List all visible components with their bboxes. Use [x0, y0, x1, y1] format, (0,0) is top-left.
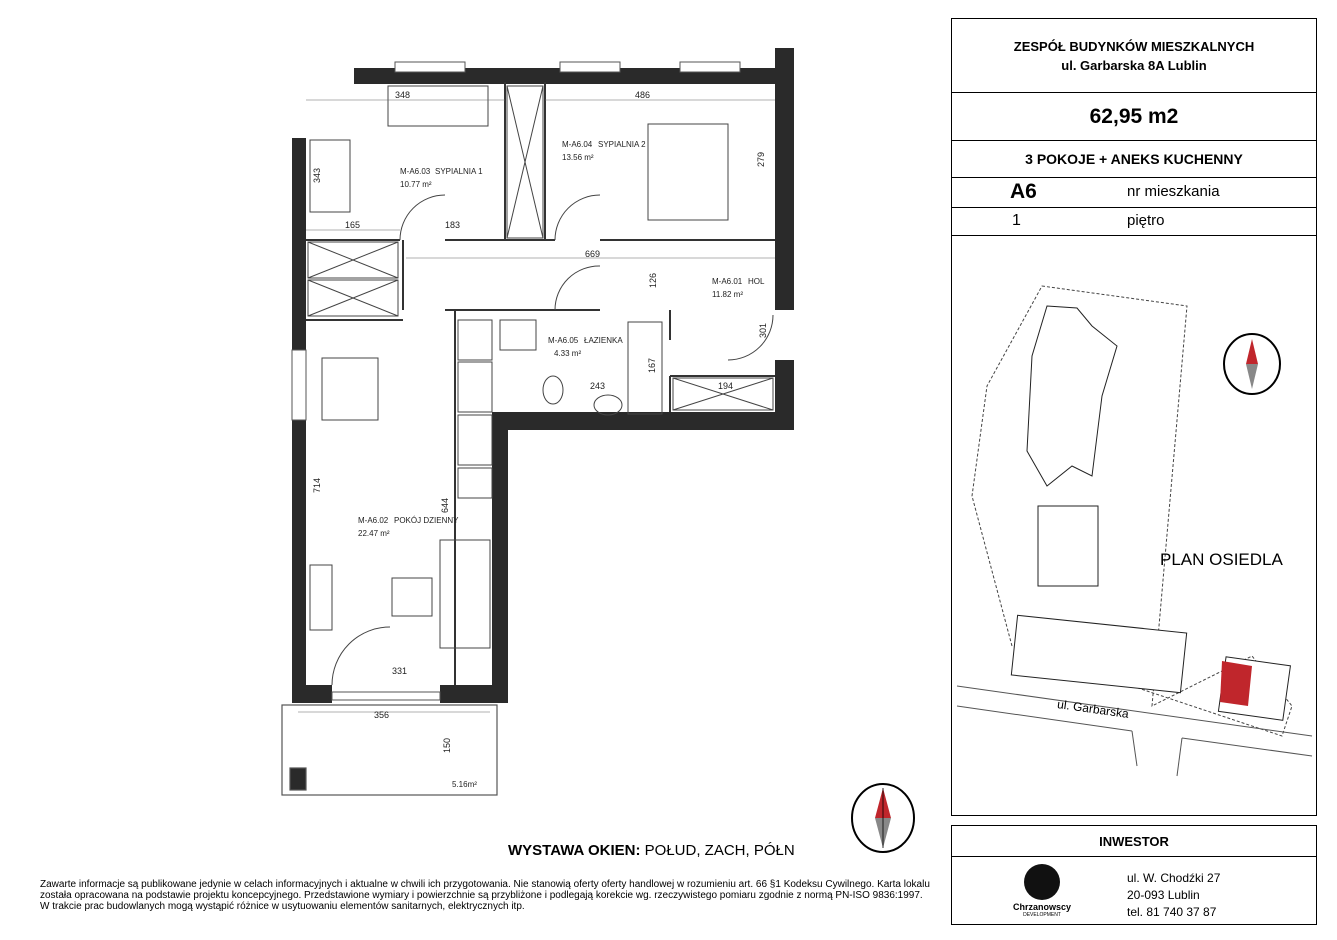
info-panel [951, 18, 1317, 236]
dim-356: 356 [374, 710, 390, 720]
room-name-r2: SYPIALNIA 2 [598, 140, 646, 149]
dim-279: 279 [756, 151, 766, 167]
site-compass-icon [1224, 334, 1280, 394]
room-area-r5: 22.47 m² [358, 529, 390, 538]
room-code-r3: M-A6.01 [712, 277, 743, 286]
compass-icon [848, 780, 918, 856]
investor-heading: INWESTOR [1099, 834, 1169, 849]
floor-plan [270, 40, 810, 810]
investor-address [1127, 870, 1220, 921]
address-line-2: 20-093 Lublin [1127, 888, 1200, 902]
logo-icon [1024, 864, 1060, 900]
disclaimer [40, 879, 950, 912]
room-name-r4: ŁAZIENKA [584, 336, 623, 345]
room-name-r1: SYPIALNIA 1 [435, 167, 483, 176]
site-map [952, 236, 1316, 814]
room-area-r4: 4.33 m² [554, 349, 582, 358]
room-area-r2: 13.56 m² [562, 153, 594, 162]
floor-label: piętro [1127, 212, 1165, 229]
dim-183: 183 [445, 220, 461, 230]
logo-subtext: DEVELOPMENT [1023, 912, 1061, 918]
dim-167: 167 [647, 357, 657, 373]
room-code-r2: M-A6.04 [562, 140, 593, 149]
floor-row [952, 208, 1316, 235]
site-plan [951, 236, 1317, 816]
dim-150: 150 [442, 737, 452, 753]
header-line1: ZESPÓŁ BUDYNKÓW MIESZKALNYCH [1013, 39, 1255, 54]
exposure-value: POŁUD, ZACH, PÓŁN [644, 842, 795, 859]
logo-text: Chrzanowscy [1012, 902, 1072, 912]
room-area-r3: 11.82 m² [712, 290, 743, 299]
room-code-r4: M-A6.05 [548, 336, 579, 345]
investor-panel [951, 825, 1317, 925]
address-line-1: ul. W. Chodźki 27 [1127, 871, 1221, 885]
room-code-r5: M-A6.02 [358, 516, 389, 525]
apartment-area: 62,95 m2 [1089, 105, 1179, 128]
dimension-lines [298, 100, 775, 712]
balcony-area: 5.16m² [452, 780, 477, 789]
header-line2: ul. Garbarska 8A Lublin [1061, 58, 1207, 73]
dim-486: 486 [635, 90, 651, 100]
dim-194: 194 [718, 381, 734, 391]
inner-walls [306, 82, 775, 685]
dim-301: 301 [758, 322, 768, 338]
type-block [952, 141, 1316, 178]
furniture [310, 86, 773, 685]
dim-669: 669 [585, 249, 601, 259]
room-name-r3: HOL [748, 277, 765, 286]
exposure-label: WYSTAWA OKIEN: [508, 842, 641, 859]
apartment-number-row [952, 178, 1316, 208]
dim-331: 331 [392, 666, 408, 676]
phone: tel. 81 740 37 87 [1127, 905, 1217, 919]
area-block [952, 93, 1316, 141]
dim-343: 343 [312, 167, 322, 183]
dim-714: 714 [312, 477, 322, 493]
company-logo [1007, 864, 1077, 918]
site-plan-title: PLAN OSIEDLA [1160, 550, 1283, 569]
dim-644: 644 [440, 497, 450, 513]
dim-348: 348 [395, 90, 411, 100]
apartment-number: A6 [1010, 180, 1037, 203]
disclaimer-line-2: została opracowana na podstawie projektu koncepcyjnego. Przedstawione wymiary i powierzchnie są przybliżone i podlegają korekcie wg. rzeczywistego pomiaru zgodnie z normą PN-ISO 9836:1997. [40, 890, 923, 901]
dim-126: 126 [648, 272, 658, 288]
street-label: ul. Garbarska [1056, 697, 1130, 721]
window-exposure [508, 842, 795, 859]
header-block [952, 19, 1316, 93]
investor-header [952, 826, 1316, 857]
disclaimer-line-1: Zawarte informacje są publikowane jedynie w celach informacyjnych i aktualne w chwili ich przygotowania. Nie stanowią oferty oferty handlowej w rozumieniu art. 66 §1 Kodeksu Cywilnego. Karta lokalu [40, 879, 930, 890]
apartment-number-label: nr mieszkania [1127, 183, 1220, 200]
apartment-type: 3 POKOJE + ANEKS KUCHENNY [1025, 151, 1243, 167]
room-code-r1: M-A6.03 [400, 167, 431, 176]
disclaimer-line-3: W trakcie prac budowlanych mogą wystąpić różnice w usytuowaniu elementów sanitarnych, elektrycznych itp. [40, 901, 525, 912]
room-area-r1: 10.77 m² [400, 180, 432, 189]
floor-number: 1 [1012, 212, 1021, 229]
dim-165: 165 [345, 220, 361, 230]
dim-243: 243 [590, 381, 606, 391]
room-name-r5: POKÓJ DZIENNY [394, 516, 459, 525]
